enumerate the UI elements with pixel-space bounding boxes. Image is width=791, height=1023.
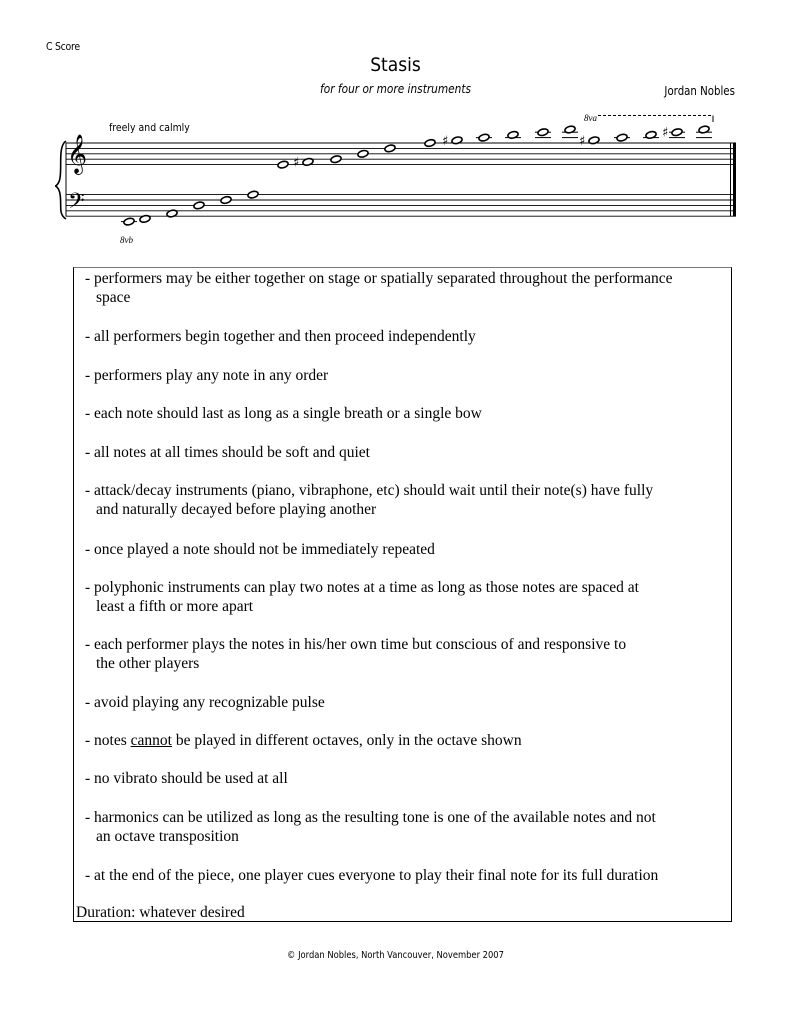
instruction-item bbox=[85, 540, 725, 559]
bass-note bbox=[220, 196, 232, 205]
whole-note-head bbox=[277, 160, 289, 169]
treble-notes bbox=[277, 125, 712, 170]
instruction-text: - notes bbox=[85, 732, 131, 749]
instruction-item bbox=[85, 366, 725, 385]
treble-note bbox=[330, 155, 342, 164]
instruction-text: - each note should last as long as a single breath or a single bow bbox=[85, 405, 482, 422]
instruction-text-rest: be played in different octaves, only in the octave shown bbox=[171, 732, 522, 749]
instruction-item bbox=[85, 808, 725, 846]
instruction-text: - attack/decay instruments (piano, vibraphone, etc) should wait until their note(s) have fully bbox=[85, 482, 654, 499]
whole-note-head bbox=[357, 149, 369, 158]
instruction-item bbox=[85, 481, 725, 519]
treble-note bbox=[384, 144, 396, 153]
instruction-continuation: an octave transposition bbox=[96, 828, 239, 845]
instruction-text: - once played a note should not be immediately repeated bbox=[85, 541, 435, 558]
composer-name: Jordan Nobles bbox=[664, 84, 735, 98]
performance-instructions-box bbox=[73, 267, 732, 922]
staff-lines bbox=[66, 143, 736, 216]
instruction-item bbox=[85, 327, 725, 346]
treble-note bbox=[424, 139, 436, 148]
treble-note bbox=[643, 131, 659, 140]
bass-clef-icon: 𝄢 bbox=[68, 189, 85, 219]
bass-notes bbox=[121, 190, 259, 226]
whole-note-head bbox=[671, 128, 683, 137]
whole-note-head bbox=[424, 139, 436, 148]
whole-note-head bbox=[478, 133, 490, 142]
treble-note bbox=[696, 125, 712, 137]
instruction-item bbox=[85, 731, 725, 750]
piece-title: Stasis bbox=[370, 54, 421, 76]
sharp-icon: ♯ bbox=[442, 133, 449, 149]
treble-note bbox=[442, 134, 463, 149]
instruction-text: - all notes at all times should be soft and quiet bbox=[85, 444, 370, 461]
whole-note-head bbox=[193, 201, 205, 210]
treble-clef-icon: 𝄞 bbox=[67, 134, 88, 174]
instruction-item bbox=[85, 769, 725, 788]
whole-note-head bbox=[330, 155, 342, 164]
copyright-footer: © Jordan Nobles, North Vancouver, November 2007 bbox=[287, 950, 504, 961]
instruction-text: - harmonics can be utilized as long as the resulting tone is one of the available notes and not bbox=[85, 809, 656, 826]
bass-note bbox=[193, 201, 205, 210]
instruction-text: - polyphonic instruments can play two notes at a time as long as those notes are spaced at bbox=[85, 579, 639, 596]
instruction-continuation: the other players bbox=[96, 655, 200, 672]
instruction-text: - each performer plays the notes in his/her own time but conscious of and responsive to bbox=[85, 636, 627, 653]
bass-note bbox=[247, 190, 259, 199]
brace-icon bbox=[55, 141, 66, 219]
treble-note bbox=[293, 155, 314, 170]
whole-note-head bbox=[247, 190, 259, 199]
whole-note-head bbox=[384, 144, 396, 153]
treble-note bbox=[614, 133, 630, 142]
instruction-text: - performers play any note in any order bbox=[85, 367, 329, 384]
ottava-bassa-label: 8vb bbox=[120, 235, 133, 245]
sharp-icon: ♯ bbox=[579, 133, 586, 149]
bass-note bbox=[121, 217, 137, 226]
instruction-text: - performers may be either together on stage or spatially separated throughout the performance bbox=[85, 270, 673, 287]
whole-note-head bbox=[537, 128, 549, 137]
instruction-item bbox=[85, 269, 725, 307]
instruction-continuation: and naturally decayed before playing another bbox=[96, 501, 377, 518]
instruction-emphasis: cannot bbox=[130, 732, 172, 749]
instruction-text: - at the end of the piece, one player cues everyone to play their final note for its full duration bbox=[85, 867, 659, 884]
treble-note bbox=[476, 133, 492, 142]
instruction-item bbox=[85, 404, 725, 423]
instruction-item bbox=[85, 693, 725, 712]
final-thick-barline bbox=[733, 143, 736, 217]
treble-note bbox=[562, 125, 578, 137]
music-staff-system bbox=[0, 100, 791, 260]
instruction-item bbox=[85, 443, 725, 462]
instruction-item bbox=[85, 866, 725, 885]
treble-note bbox=[579, 134, 600, 149]
instruction-item bbox=[85, 635, 725, 673]
piece-subtitle: for four or more instruments bbox=[320, 82, 471, 96]
treble-note bbox=[357, 149, 369, 158]
duration-label: Duration: whatever desired bbox=[76, 904, 245, 921]
instruction-continuation: space bbox=[96, 289, 131, 306]
treble-note bbox=[662, 126, 685, 141]
treble-note bbox=[277, 160, 289, 169]
instruction-text: - no vibrato should be used at all bbox=[85, 770, 288, 787]
whole-note-head bbox=[220, 196, 232, 205]
treble-note bbox=[535, 128, 551, 138]
whole-note-head bbox=[616, 133, 628, 142]
sharp-icon: ♯ bbox=[662, 125, 669, 141]
whole-note-head bbox=[123, 217, 135, 226]
sharp-icon: ♯ bbox=[293, 155, 300, 171]
instruction-item bbox=[85, 578, 725, 616]
score-type-label: C Score bbox=[46, 40, 80, 53]
instruction-text: - all performers begin together and then proceed independently bbox=[85, 328, 476, 345]
treble-note bbox=[505, 131, 521, 140]
instruction-continuation: least a fifth or more apart bbox=[96, 598, 254, 615]
tempo-marking: freely and calmly bbox=[109, 121, 190, 134]
ottava-alta-label: 8va bbox=[584, 113, 597, 123]
instruction-text: - avoid playing any recognizable pulse bbox=[85, 694, 325, 711]
